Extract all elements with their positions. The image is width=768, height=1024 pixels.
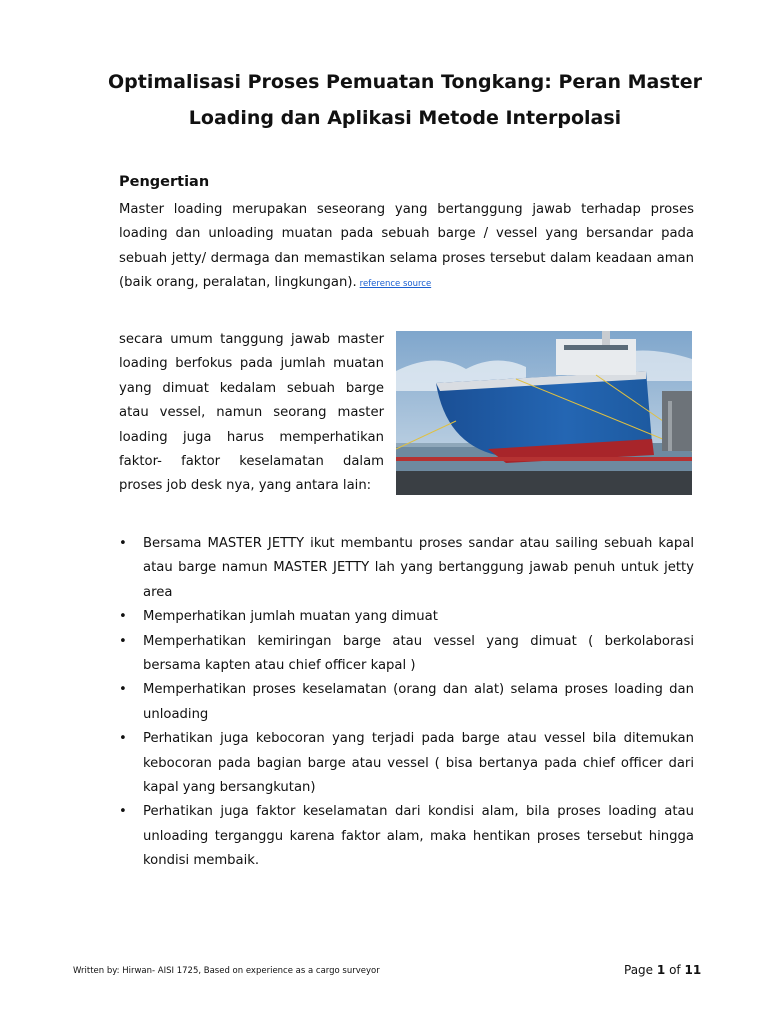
section-heading: Pengertian [119,174,210,190]
list-item [119,800,694,873]
list-item [119,532,694,605]
list-item [119,605,694,629]
list-item [119,630,694,679]
list-item-text: Memperhatikan proses keselamatan (orang dan alat) selama proses loading dan unloading [143,682,694,722]
responsibility-paragraph: secara umum tanggung jawab master loading berfokus pada jumlah muatan yang dimuat kedalam sebuah barge atau vessel, namun seorang master loading juga harus memperhatikan faktor- faktor keselamatan dalam proses job desk nya, yang antara lain: [119,332,384,494]
bullet-marker: • [119,682,127,698]
bullet-marker: • [119,633,127,649]
page-current: 1 [656,963,666,977]
footer-author-note: Written by: Hirwan- AISI 1725, Based on experience as a cargo surveyor [73,966,380,976]
bullet-marker: • [119,609,127,625]
reference-source-link[interactable]: reference source [359,279,432,290]
safety-bullet-list [119,532,694,874]
page-number [624,963,701,977]
list-item [119,678,694,727]
bullet-marker: • [119,536,127,551]
ship-photo [396,331,692,495]
list-item-text: Memperhatikan kemiringan barge atau vessel yang dimuat ( berkolaborasi bersama kapten atau chief officer kapal ) [143,633,694,674]
page-total: 11 [684,963,702,977]
intro-paragraph [119,198,694,297]
bullet-marker: • [119,804,127,820]
list-item-text: Bersama MASTER JETTY ikut membantu proses sandar atau sailing sebuah kapal atau barge namun MASTER JETTY lah yang bertanggung jawab penuh untuk jetty area [143,536,694,600]
list-item-text: Memperhatikan jumlah muatan yang dimuat [143,609,438,625]
page-of: of [669,963,681,977]
list-item-text: Perhatikan juga kebocoran yang terjadi pada barge atau vessel bila ditemukan kebocoran pada bagian barge atau vessel ( bisa bertanya pada chief officer dari kapal yang bersangkutan) [143,731,694,796]
intro-text: Master loading merupakan seseorang yang bertanggung jawab terhadap proses loading dan unloading muatan pada sebuah barge / vessel yang bersandar pada sebuah jetty/ dermaga dan memastikan selama proses tersebut dalam keadaan aman (baik orang, peralatan, lingkungan). [119,202,694,291]
list-item [119,727,694,800]
document-title: Optimalisasi Proses Pemuatan Tongkang: Peran Master Loading dan Aplikasi Metode Interpolasi [108,71,702,129]
page-label: Page [624,963,654,977]
list-item-text: Perhatikan juga faktor keselamatan dari kondisi alam, bila proses loading atau unloading terganggu karena faktor alam, maka hentikan proses tersebut hingga kondisi membaik. [143,804,694,869]
bullet-marker: • [119,731,127,747]
